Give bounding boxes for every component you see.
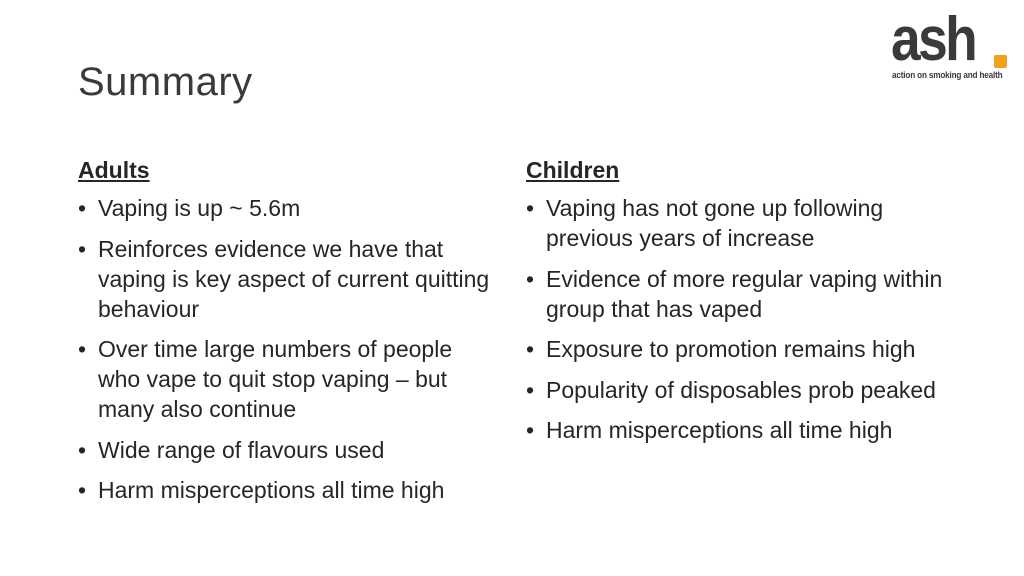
- bullet-icon: •: [78, 235, 87, 262]
- logo-dot: [994, 55, 1007, 68]
- list-item: [78, 435, 498, 465]
- list-item-text: Harm misperceptions all time high: [98, 477, 445, 503]
- bullet-icon: •: [526, 195, 535, 221]
- list-item-text: Reinforces evidence we have that vaping is key aspect of current quitting behaviour: [98, 235, 490, 322]
- list-item-text: Exposure to promotion remains high: [546, 336, 916, 362]
- adults-list: [78, 193, 498, 505]
- list-item: [526, 334, 946, 364]
- adults-heading: Adults: [78, 157, 150, 183]
- adults-column: [78, 155, 498, 516]
- list-item: [526, 375, 946, 405]
- list-item-text: Wide range of flavours used: [98, 436, 385, 463]
- bullet-icon: •: [78, 477, 87, 503]
- bullet-icon: •: [526, 417, 535, 443]
- bullet-icon: •: [526, 336, 535, 362]
- children-list: [526, 193, 946, 445]
- list-item: [78, 193, 498, 223]
- list-item: [78, 234, 498, 324]
- logo-tagline: action on smoking and health: [892, 70, 1003, 81]
- bullet-icon: •: [526, 265, 535, 292]
- logo-wordmark: ash: [891, 5, 976, 74]
- list-item: [526, 415, 946, 445]
- list-item-text: Over time large numbers of people who vape to quit stop vaping – but many also continue: [98, 336, 453, 422]
- bullet-icon: •: [78, 436, 87, 463]
- children-heading: Children: [526, 157, 620, 183]
- list-item: [526, 193, 946, 253]
- bullet-icon: •: [78, 336, 87, 362]
- slide-title: Summary: [78, 60, 253, 104]
- children-column: [526, 155, 946, 456]
- list-item-text: Harm misperceptions all time high: [546, 417, 893, 443]
- list-item: [78, 475, 498, 505]
- bullet-icon: •: [526, 376, 535, 403]
- list-item-text: Popularity of disposables prob peaked: [546, 376, 936, 403]
- list-item: [526, 264, 946, 324]
- bullet-icon: •: [78, 195, 87, 221]
- ash-logo: [891, 5, 1013, 84]
- list-item-text: Evidence of more regular vaping within group that has vaped: [546, 265, 943, 322]
- list-item-text: Vaping has not gone up following previous years of increase: [546, 195, 884, 251]
- list-item: [78, 334, 498, 424]
- list-item-text: Vaping is up ~ 5.6m: [98, 195, 301, 221]
